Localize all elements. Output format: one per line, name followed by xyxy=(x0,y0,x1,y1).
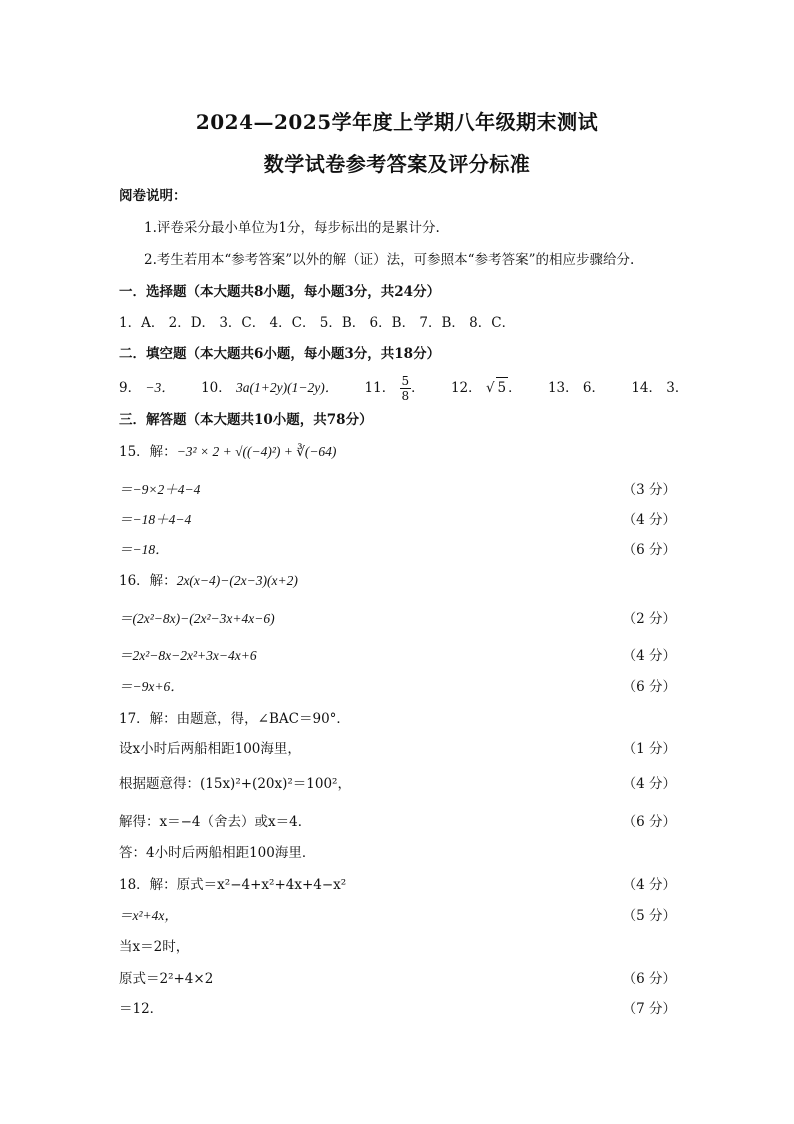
section-1-answers: 1．A． 2．D． 3．C． 4．C． 5．B． 6．B． 7．B． 8．C． xyxy=(119,315,516,331)
q15-intro: 15．解：−3² × 2 + √((−4)²) + ∛(−64) xyxy=(119,444,337,460)
q15-step-1: ＝−9×2＋4−4 xyxy=(119,482,201,497)
q18-step-1: 18．解：原式＝x²−4+x²+4x+4−x² xyxy=(119,877,347,893)
instruction-note-1: 1.评卷采分最小单位为1分，每步标出的是累计分. xyxy=(144,220,440,236)
q18-step-4-score: （6 分） xyxy=(622,971,676,987)
fill-answer-14: 14． 3． xyxy=(631,380,689,396)
sqrt-icon: √ xyxy=(485,380,495,396)
q16-step-2: ＝2x²−8x−2x²+3x−4x+6 xyxy=(119,648,257,663)
section-2-answers xyxy=(119,374,710,403)
q17-step-2: 根据题意得：(15x)²+(20x)²＝100²， xyxy=(119,776,351,792)
q15-expression: −3² × 2 + √((−4)²) + ∛(−64) xyxy=(176,444,337,459)
section-2-heading: 二．填空题（本大题共6小题，每小题3分，共18分） xyxy=(119,346,441,362)
q18-step-2-score: （5 分） xyxy=(622,908,676,924)
fraction: $\frac{5}{8}$ xyxy=(401,374,410,403)
q16-step-1-score: （2 分） xyxy=(622,611,676,627)
q16-step-2-score: （4 分） xyxy=(622,648,676,664)
q18-step-1-score: （4 分） xyxy=(622,877,676,893)
q15-step-3-score: （6 分） xyxy=(622,542,676,558)
section-3-heading: 三．解答题（本大题共10小题，共78分） xyxy=(119,412,373,428)
q16-expression: 2x(x−4)−(2x−3)(x+2) xyxy=(176,573,298,588)
q17-step-1: 设x小时后两船相距100海里， xyxy=(119,741,301,757)
q15-step-1-score: （3 分） xyxy=(622,482,676,498)
q17-conclusion: 答：4小时后两船相距100海里． xyxy=(119,845,316,861)
section-1-heading: 一．选择题（本大题共8小题，每小题3分，共24分） xyxy=(119,284,441,300)
q16-step-3: ＝−9x+6． xyxy=(119,679,184,694)
instructions-heading: 阅卷说明： xyxy=(119,188,187,204)
exam-title: 2024—2025学年度上学期八年级期末测试 xyxy=(195,110,599,134)
q18-step-2: ＝x²+4x， xyxy=(119,908,178,923)
fill-answer-12: 12． √ 5 ． xyxy=(451,377,522,398)
q18-step-3: 当x＝2时， xyxy=(119,939,190,955)
q17-step-1-score: （1 分） xyxy=(622,741,676,757)
q16-step-3-score: （6 分） xyxy=(622,679,676,695)
q15-step-2-score: （4 分） xyxy=(622,512,676,528)
q15-step-3: ＝−18． xyxy=(119,542,169,557)
q17-intro: 17．解：由题意，得，∠BAC＝90°． xyxy=(119,711,350,727)
fill-answer-11: 11． $\frac{5}{8}$ ． xyxy=(364,374,425,403)
q17-step-3-score: （6 分） xyxy=(622,814,676,830)
q15-step-2: ＝−18＋4−4 xyxy=(119,512,192,527)
q18-step-4: 原式＝2²+4×2 xyxy=(119,971,214,987)
q17-step-2-score: （4 分） xyxy=(622,776,676,792)
fill-answer-10: 10． 3a(1+2y)(1−2y)． xyxy=(201,380,339,396)
exam-subtitle: 数学试卷参考答案及评分标准 xyxy=(263,152,531,176)
q16-intro: 16．解：2x(x−4)−(2x−3)(x+2) xyxy=(119,573,298,589)
instruction-note-2: 2.考生若用本“参考答案”以外的解（证）法，可参照本“参考答案”的相应步骤给分. xyxy=(144,252,635,268)
q18-step-5: ＝12． xyxy=(119,1001,164,1017)
fill-answer-13: 13． 6． xyxy=(547,380,606,396)
q18-step-5-score: （7 分） xyxy=(622,1001,676,1017)
q17-step-3: 解得：x＝−4（舍去）或x＝4． xyxy=(119,814,312,830)
q16-step-1: ＝(2x²−8x)−(2x²−3x+4x−6) xyxy=(119,611,275,626)
fill-answer-9: 9． −3． xyxy=(119,380,175,396)
